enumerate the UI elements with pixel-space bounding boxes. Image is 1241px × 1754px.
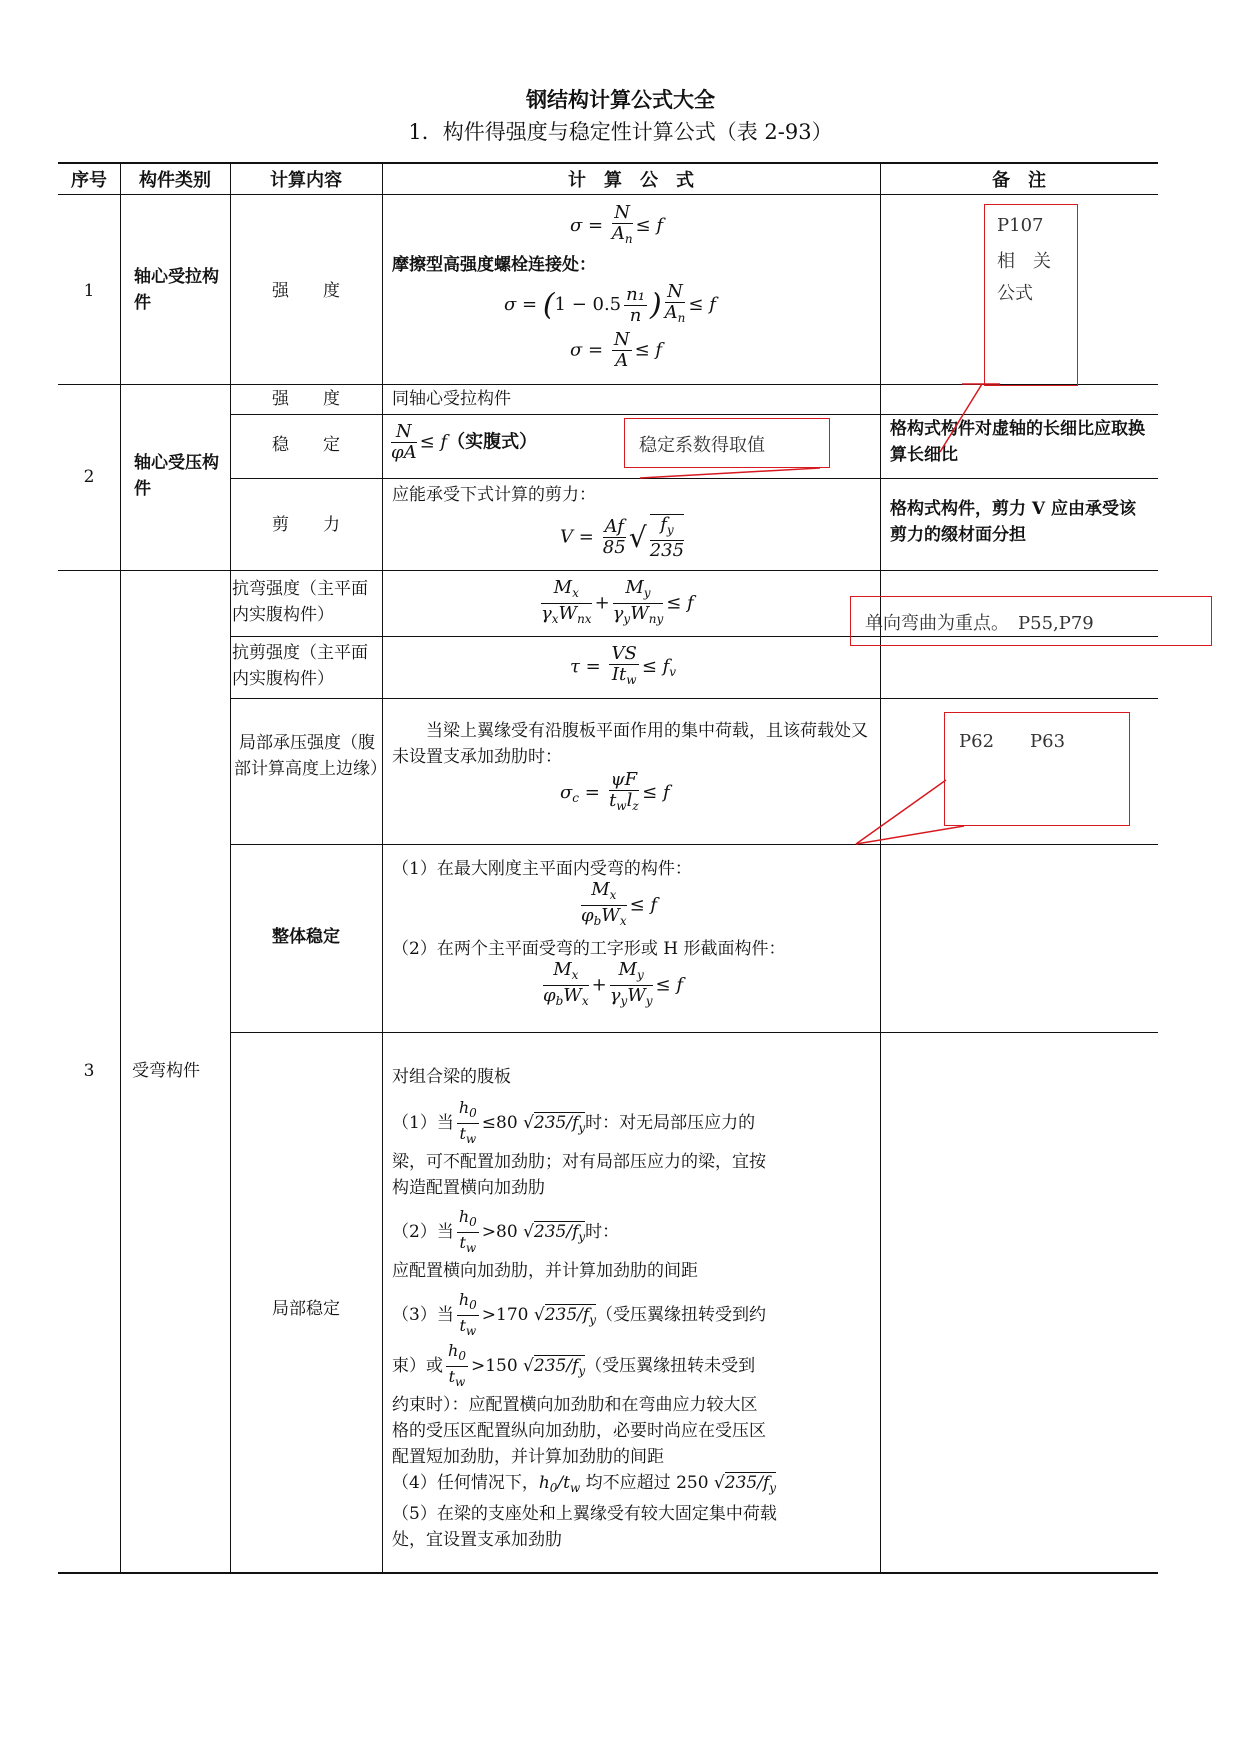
- content-stability-2: 稳 定: [272, 435, 340, 455]
- row-index-1: 1: [83, 281, 95, 301]
- annotation-p107: P107 相 关 公式: [984, 204, 1078, 386]
- local-stability-text: 对组合梁的腹板 （1）当 $\frac{h_0}{t_w}$ ≤80 $√235/f_y$时：对无局部压应力的 梁，可不配置加劲肋；对有局部压应力的梁，宜按 构造配置横向加劲肋 （2）当 $\frac{h_0}{t_w}$ >80 $√235/f_y$时： 应配置横向加劲肋，并计算加劲肋的间距 （3）当 $\frac{h_0}{t_w}$ >170 $√235/f_y$（受压翼缘扭转受到约 束）或 $\frac{h_0}{t_w}$ >150 $√235/f_y$（受压翼缘扭转未受到 约束时）：应配置横向加劲肋和在弯曲应力较大区 格的受压区配置纵向加劲肋，必要时尚应在受压区 配置短加劲肋，并计算加劲肋的间距 （4）任何情况下，$h_0/t_w$ 均不应超过 250 $√235/f_y$ （5）在梁的支座处和上翼缘受有较大固定集中荷载 处，宜设置支承加劲肋: [392, 1067, 777, 1550]
- document-title: 钢结构计算公式大全: [526, 87, 715, 112]
- formula-compression-stability: $\frac{N}{\varphi A}$ ≤ f（实腹式）: [391, 421, 538, 463]
- category-compression: 轴心受压构件: [134, 453, 219, 499]
- content-local-stability: 局部稳定: [272, 1299, 340, 1319]
- row-index-3: 3: [83, 1061, 95, 1081]
- shear-force-label: 应能承受下式计算的剪力：: [392, 485, 596, 505]
- header-category: 构件类别: [139, 170, 211, 191]
- remark-lattice-slenderness: 格构式构件对虚轴的长细比应取换算长细比: [890, 419, 1145, 465]
- annotation-single-bending: 单向弯曲为重点。 P55,P79: [850, 596, 1212, 646]
- formula-global-stability-2: $\frac{M_x}{\varphi_bW_x}$ + $\frac{M_y}{\gamma_yW_y}$ ≤ f: [543, 959, 683, 1008]
- content-shear-2: 剪 力: [272, 515, 340, 535]
- header-content: 计算内容: [270, 170, 342, 191]
- formula-same-as-tension: 同轴心受拉构件: [392, 389, 511, 409]
- formula-bolt: σ = (1 − 0.5 $\frac{\text{n₁}}{n}$ ) $\frac{N}{A_n}$ ≤ f: [504, 281, 716, 326]
- content-strength-1: 强 度: [272, 281, 340, 301]
- annotation-p62-p63: P62 P63: [944, 712, 1130, 826]
- row-index-2: 2: [83, 467, 95, 487]
- global-stability-case-1: （1）在最大刚度主平面内受弯的构件：: [392, 859, 692, 879]
- formula-tension-gross: σ = $\frac{N}{A}$ ≤ f: [570, 329, 663, 371]
- header-formula: 计 算 公 式: [568, 170, 694, 191]
- formula-global-stability-1: $\frac{M_x}{\varphi_bW_x}$ ≤ f: [581, 879, 658, 928]
- global-stability-case-2: （2）在两个主平面受弯的工字形或 H 形截面构件：: [392, 939, 786, 959]
- formula-shear-force: V = $\frac{Af}{85}$ √ $\frac{f_y}{235}$: [560, 514, 685, 561]
- header-index: 序号: [71, 170, 107, 191]
- category-tension: 轴心受拉构件: [134, 267, 219, 313]
- formula-local-bearing: $\sigma_c$ = $\frac{\psi F}{t_wl_z}$ ≤ f: [560, 769, 670, 813]
- formula-tension-net: σ = $\frac{N}{A_n}$ ≤ f: [570, 202, 664, 246]
- header-remark: 备 注: [992, 170, 1046, 191]
- content-global-stability: 整体稳定: [272, 927, 340, 947]
- annotation-stability-coefficient: 稳定系数得取值: [624, 418, 830, 468]
- table-caption: 1．构件得强度与稳定性计算公式（表 2-93）: [408, 120, 833, 144]
- content-bending-strength: 抗弯强度（主平面内实腹构件）: [232, 579, 368, 625]
- local-bearing-condition: 当梁上翼缘受有沿腹板平面作用的集中荷载，且该荷载处又未设置支承加劲肋时：: [392, 721, 868, 767]
- remark-lattice-shear: 格构式构件，剪力 V 应由承受该剪力的缀材面分担: [890, 499, 1137, 545]
- formula-shear-strength: τ = $\frac{VS}{It_w}$ ≤ $f_v$: [570, 643, 677, 687]
- content-strength-2: 强 度: [272, 389, 340, 409]
- content-local-bearing: 局部承压强度（腹部计算高度上边缘）: [234, 733, 387, 779]
- content-shear-strength: 抗剪强度（主平面内实腹构件）: [232, 643, 368, 689]
- formula-bending-strength: $\frac{M_x}{\gamma_xW_{nx}}$ + $\frac{M_y}{\gamma_yW_{ny}}$ ≤ f: [541, 577, 694, 626]
- bolt-connection-label: 摩擦型高强度螺栓连接处：: [392, 255, 596, 275]
- category-flexural: 受弯构件: [132, 1061, 200, 1081]
